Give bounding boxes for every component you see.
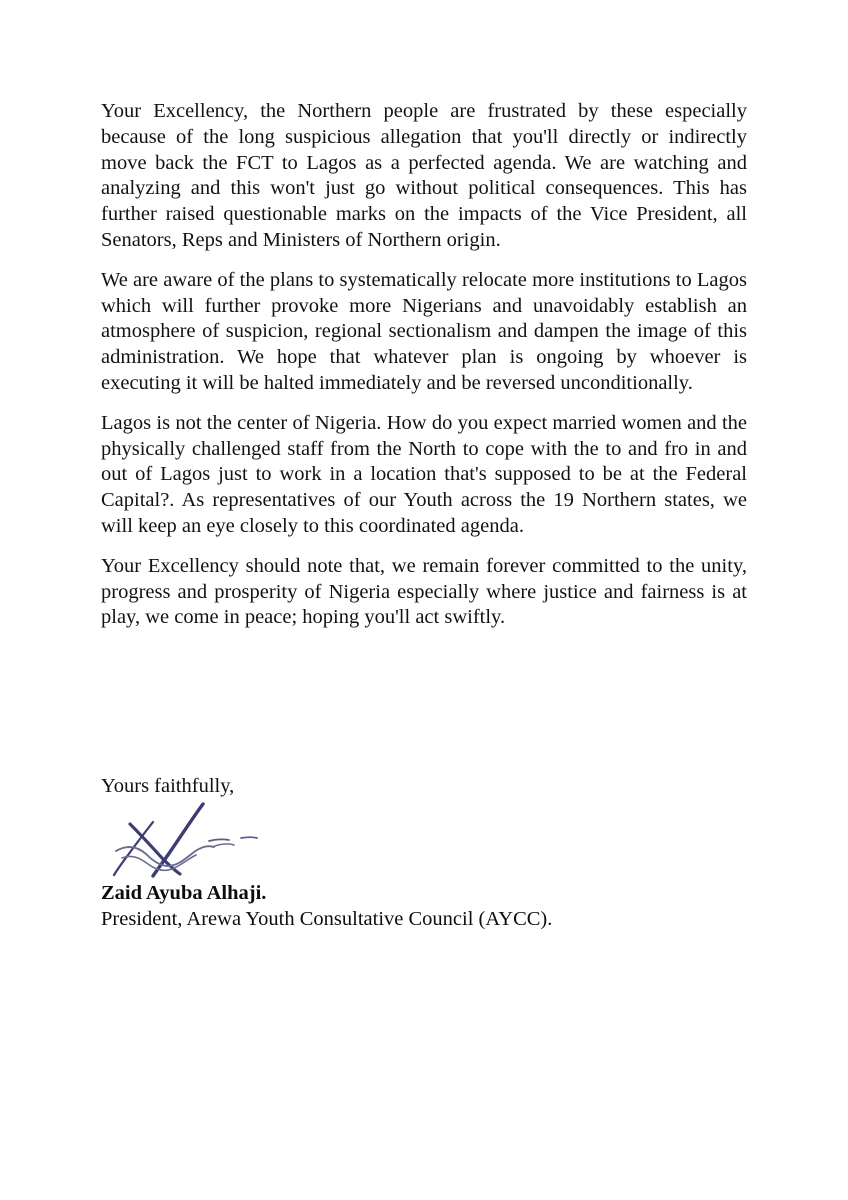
- closing-salutation: Yours faithfully,: [101, 775, 235, 797]
- body-paragraph-3: Lagos is not the center of Nigeria. How do you expect married women and the physically challenged staff from the North to cope with the to and fro in and out of Lagos just to work in a location that's supposed to be at the Federal Capital?. As representatives of our Youth across the 19 Northern states, we will keep an eye closely to this coordinated agenda.: [101, 411, 747, 537]
- signature-image: [108, 800, 278, 885]
- body-paragraph-2: We are aware of the plans to systematically relocate more institutions to Lagos which will further provoke more Nigerians and unavoidably establish an atmosphere of suspicion, regional sectionalism and dampen the image of this administration. We hope that whatever plan is ongoing by whoever is executing it will be halted immediately and be reversed unconditionally.: [101, 268, 747, 394]
- body-paragraph-4: Your Excellency should note that, we remain forever committed to the unity, progress and prosperity of Nigeria especially where justice and fairness is at play, we come in peace; hoping you'll act swiftly.: [101, 554, 747, 629]
- signatory-title: President, Arewa Youth Consultative Council (AYCC).: [101, 908, 553, 930]
- body-paragraph-1: Your Excellency, the Northern people are frustrated by these especially because of the long suspicious allegation that you'll directly or indirectly move back the FCT to Lagos as a perfected agenda. We are watching and analyzing and this won't just go without political consequences. This has further raised questionable marks on the impacts of the Vice President, all Senators, Reps and Ministers of Northern origin.: [101, 100, 747, 251]
- signatory-name: Zaid Ayuba Alhaji.: [101, 882, 267, 904]
- letter-body: [101, 99, 747, 631]
- signatory-block: [101, 880, 552, 932]
